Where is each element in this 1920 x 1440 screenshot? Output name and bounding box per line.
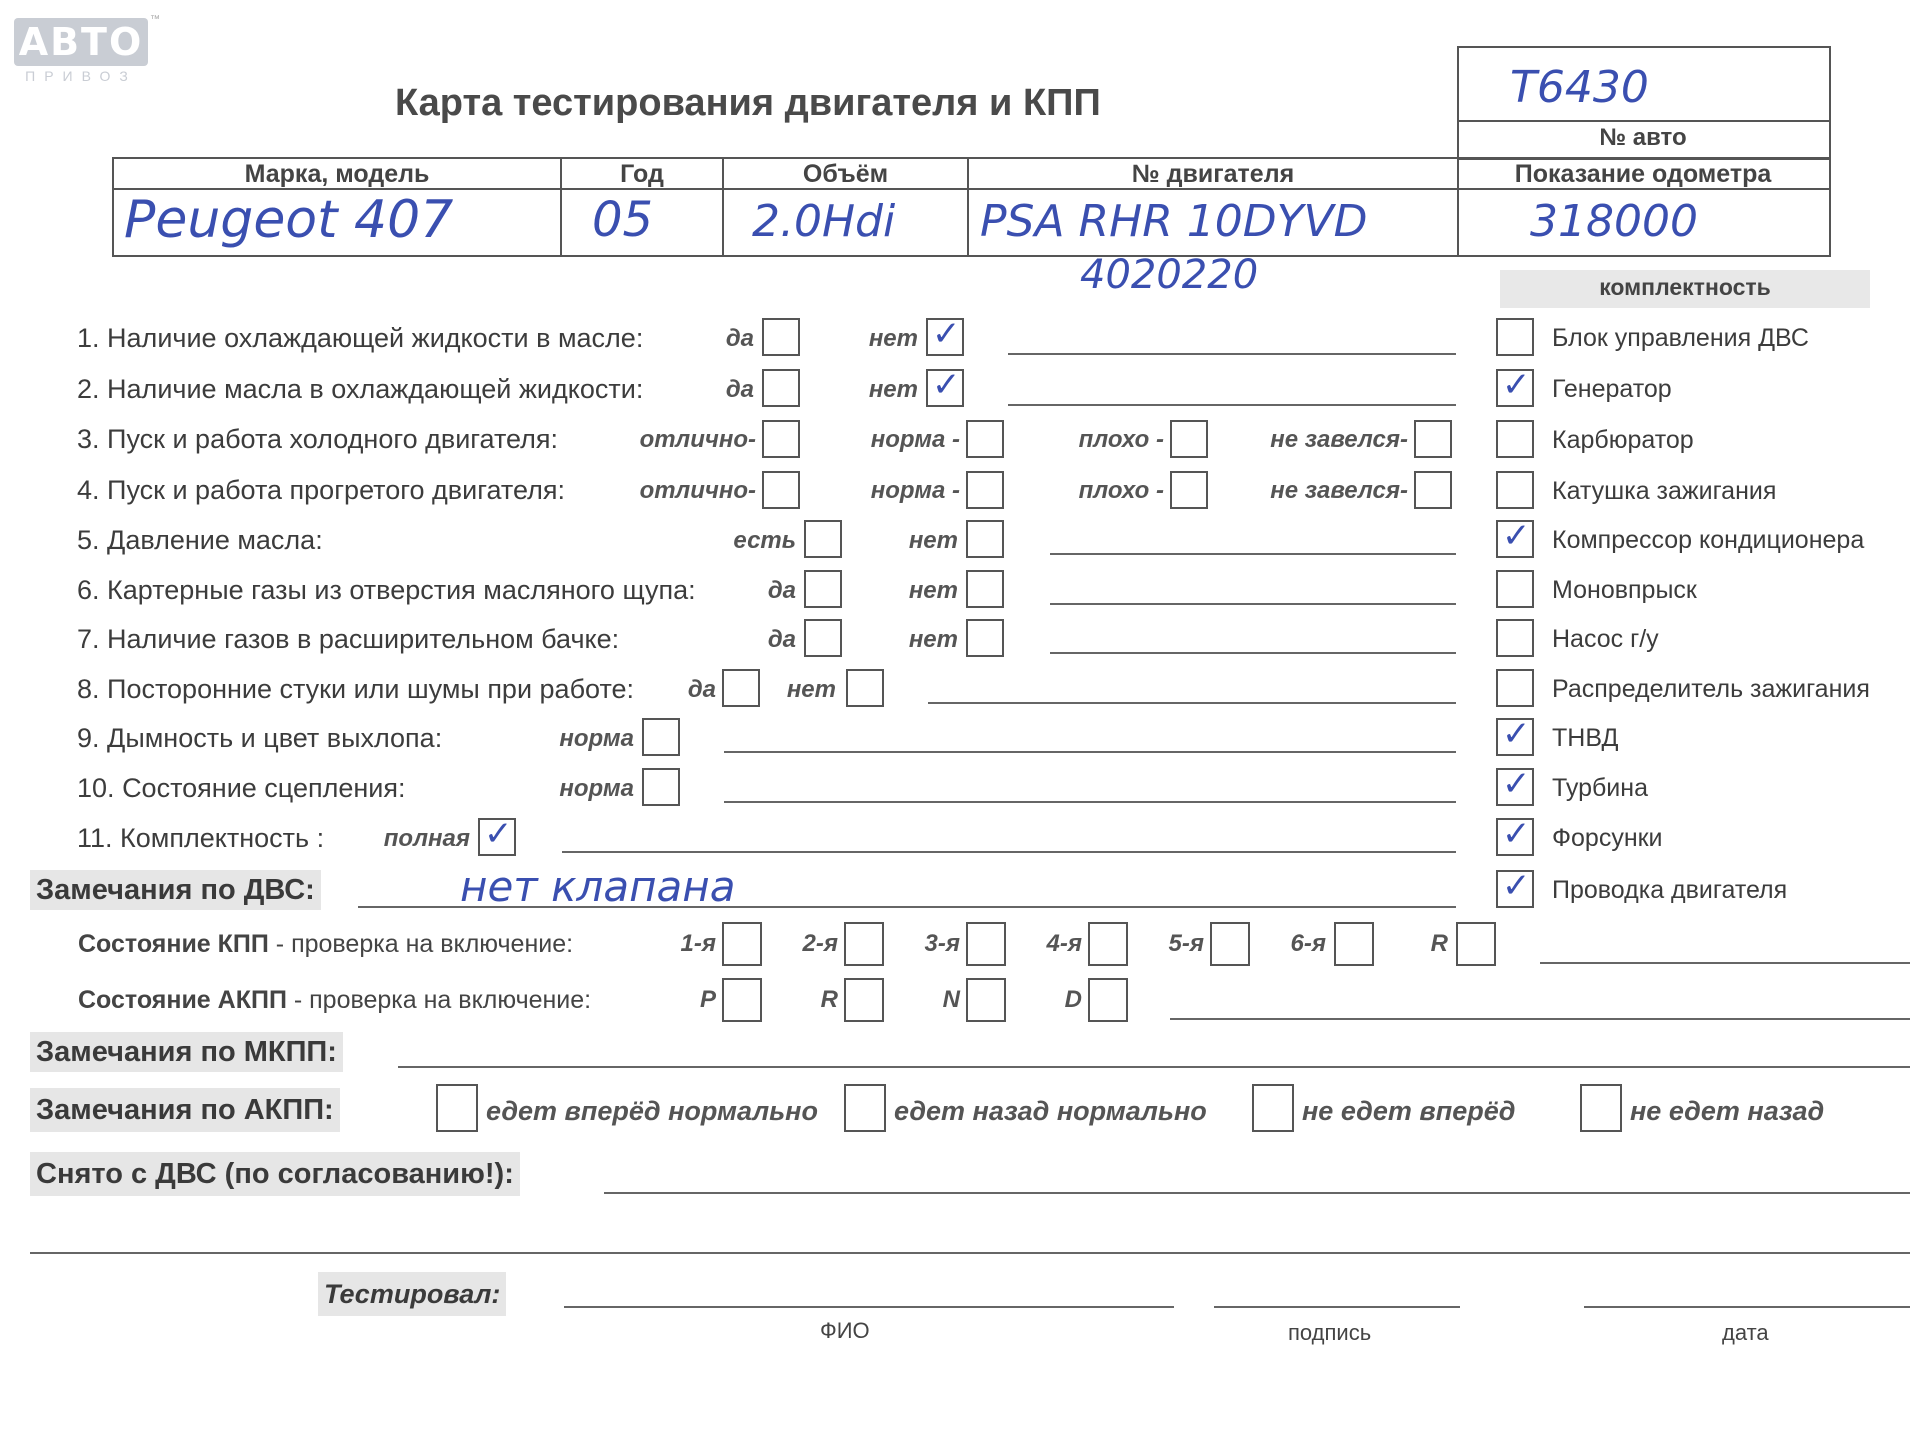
kit-turbine-label: Турбина (1552, 774, 1648, 802)
q6-no-checkbox[interactable] (966, 570, 1004, 608)
gear-auto-r-label: R (820, 986, 838, 1013)
q4-normal-checkbox[interactable] (966, 471, 1004, 509)
gear-2-label: 2-я (802, 930, 838, 957)
kit-fuel-pump-checkbox[interactable]: ✓ (1496, 718, 1534, 756)
gear-6-checkbox[interactable] (1334, 922, 1374, 966)
q4-not-started-label: не завелся- (1270, 477, 1408, 504)
q5-no-checkbox[interactable] (966, 520, 1004, 558)
col-engine-no: № двигателя (1131, 160, 1295, 188)
kit-monoinjection-label: Моновпрыск (1552, 576, 1697, 604)
question-6: 6. Картерные газы из отверстия масляного щупа: (77, 575, 696, 605)
engine-no-value: PSA RHR 10DYVD (980, 196, 1368, 247)
auto-no-forward-label: не едет вперёд (1302, 1096, 1516, 1126)
gear-auto-r-checkbox[interactable] (844, 978, 884, 1022)
kit-injectors-label: Форсунки (1552, 824, 1663, 852)
gear-6-label: 6-я (1290, 930, 1326, 957)
gear-4-label: 4-я (1046, 930, 1082, 957)
kit-ac-compressor-checkbox[interactable]: ✓ (1496, 520, 1534, 558)
kit-carburetor-checkbox[interactable] (1496, 420, 1534, 458)
col-brand-model: Марка, модель (244, 160, 430, 188)
q3-not-started-checkbox[interactable] (1414, 420, 1452, 458)
remarks-auto-label: Замечания по АКПП: (30, 1088, 340, 1132)
odometer-value: 318000 (1530, 196, 1698, 247)
auto-reverse-ok-checkbox[interactable] (844, 1084, 886, 1132)
kit-wiring-label: Проводка двигателя (1552, 876, 1788, 904)
auto-reverse-ok-label: едет назад нормально (894, 1096, 1207, 1126)
gear-r-checkbox[interactable] (1456, 922, 1496, 966)
q11-full-label: полная (383, 825, 470, 852)
q7-no-label: нет (908, 626, 958, 653)
q7-no-checkbox[interactable] (966, 619, 1004, 657)
q8-no-checkbox[interactable] (846, 669, 884, 707)
page-title: Карта тестирования двигателя и КПП (395, 82, 1101, 124)
q11-full-checkbox[interactable]: ✓ (478, 818, 516, 856)
q1-no-checkbox[interactable]: ✓ (926, 318, 964, 356)
q3-normal-checkbox[interactable] (966, 420, 1004, 458)
question-1: 1. Наличие охлаждающей жидкости в масле: (77, 323, 644, 353)
q6-yes-label: да (767, 577, 796, 604)
kit-wiring-checkbox[interactable]: ✓ (1496, 870, 1534, 908)
gear-n-checkbox[interactable] (966, 978, 1006, 1022)
q9-normal-label: норма (559, 725, 634, 752)
q8-no-label: нет (786, 676, 836, 703)
gear-p-label: P (699, 986, 716, 1013)
kit-monoinjection-checkbox[interactable] (1496, 570, 1534, 608)
car-number-value: T6430 (1510, 62, 1649, 113)
kit-ac-compressor-label: Компрессор кондиционера (1552, 526, 1865, 554)
gear-d-checkbox[interactable] (1088, 978, 1128, 1022)
q3-excellent-label: отлично- (639, 426, 756, 453)
brand-model-value: Peugeot 407 (124, 190, 454, 250)
question-2: 2. Наличие масла в охлаждающей жидкости: (77, 374, 644, 404)
q8-yes-checkbox[interactable] (722, 669, 760, 707)
kit-ignition-coil-checkbox[interactable] (1496, 471, 1534, 509)
q3-bad-checkbox[interactable] (1170, 420, 1208, 458)
gear-4-checkbox[interactable] (1088, 922, 1128, 966)
q2-yes-checkbox[interactable] (762, 369, 800, 407)
car-number-label: № авто (1599, 124, 1687, 151)
auto-no-forward-checkbox[interactable] (1252, 1084, 1294, 1132)
removed-label: Снято с ДВС (по согласованию!): (30, 1152, 520, 1196)
kit-distributor-label: Распределитель зажигания (1552, 675, 1870, 703)
logo-subtitle: ПРИВОЗ (25, 68, 137, 84)
col-odometer: Показание одометра (1514, 160, 1772, 188)
col-volume: Объём (802, 160, 889, 188)
gear-1-checkbox[interactable] (722, 922, 762, 966)
q2-no-label: нет (868, 376, 918, 403)
caption-name: ФИО (820, 1318, 870, 1343)
remarks-engine-value: нет клапана (460, 862, 736, 911)
kit-generator-label: Генератор (1552, 375, 1672, 403)
gear-2-checkbox[interactable] (844, 922, 884, 966)
col-year: Год (620, 160, 664, 188)
kit-ecu-checkbox[interactable] (1496, 318, 1534, 356)
auto-no-reverse-label: не едет назад (1630, 1096, 1825, 1126)
q7-yes-label: да (767, 626, 796, 653)
question-3: 3. Пуск и работа холодного двигателя: (77, 424, 559, 454)
kit-power-steering-pump-checkbox[interactable] (1496, 619, 1534, 657)
q4-bad-checkbox[interactable] (1170, 471, 1208, 509)
kit-ignition-coil-label: Катушка зажигания (1552, 477, 1777, 505)
engine-no-extra: 4020220 (1080, 252, 1259, 298)
kit-distributor-checkbox[interactable] (1496, 669, 1534, 707)
question-4: 4. Пуск и работа прогретого двигателя: (77, 475, 565, 505)
gear-1-label: 1-я (680, 930, 716, 957)
q1-yes-checkbox[interactable] (762, 318, 800, 356)
gear-r-label: R (1430, 930, 1448, 957)
question-9: 9. Дымность и цвет выхлопа: (77, 723, 443, 753)
q4-excellent-checkbox[interactable] (762, 471, 800, 509)
question-5: 5. Давление масла: (77, 525, 323, 555)
q3-normal-label: норма - (870, 426, 960, 453)
gear-5-label: 5-я (1168, 930, 1204, 957)
tested-label: Тестировал: (318, 1272, 506, 1316)
question-8: 8. Посторонние стуки или шумы при работе: (77, 674, 635, 704)
year-value: 05 (592, 192, 654, 248)
q10-normal-label: норма (559, 775, 634, 802)
q5-present-label: есть (733, 527, 796, 554)
q3-excellent-checkbox[interactable] (762, 420, 800, 458)
question-10: 10. Состояние сцепления: (77, 773, 406, 803)
gear-n-label: N (942, 986, 960, 1013)
gear-p-checkbox[interactable] (722, 978, 762, 1022)
q2-yes-label: да (725, 376, 754, 403)
auto-no-reverse-checkbox[interactable] (1580, 1084, 1622, 1132)
q3-bad-label: плохо - (1078, 426, 1164, 453)
q4-excellent-label: отлично- (639, 477, 756, 504)
logo: АВТО (14, 18, 148, 66)
kit-fuel-pump-label: ТНВД (1552, 724, 1619, 752)
manual-gearbox-label: Состояние КПП - проверка на включение: (78, 930, 574, 958)
kit-injectors-checkbox[interactable]: ✓ (1496, 818, 1534, 856)
gear-3-checkbox[interactable] (966, 922, 1006, 966)
q4-not-started-checkbox[interactable] (1414, 471, 1452, 509)
auto-forward-ok-label: едет вперёд нормально (486, 1096, 818, 1126)
kit-turbine-checkbox[interactable]: ✓ (1496, 768, 1534, 806)
gear-5-checkbox[interactable] (1210, 922, 1250, 966)
q1-yes-label: да (725, 325, 754, 352)
caption-date: дата (1722, 1320, 1769, 1345)
caption-signature: подпись (1288, 1320, 1372, 1345)
remarks-manual-label: Замечания по МКПП: (30, 1032, 343, 1072)
q5-no-label: нет (908, 527, 958, 554)
q8-yes-label: да (687, 676, 716, 703)
q5-present-checkbox[interactable] (804, 520, 842, 558)
auto-forward-ok-checkbox[interactable] (436, 1084, 478, 1132)
q6-no-label: нет (908, 577, 958, 604)
gear-3-label: 3-я (924, 930, 960, 957)
gear-d-label: D (1064, 986, 1082, 1013)
q3-not-started-label: не завелся- (1270, 426, 1408, 453)
kit-carburetor-label: Карбюратор (1552, 426, 1694, 454)
q4-normal-label: норма - (870, 477, 960, 504)
kit-power-steering-pump-label: Насос г/у (1552, 625, 1659, 653)
volume-value: 2.0Hdi (752, 196, 896, 247)
q6-yes-checkbox[interactable] (804, 570, 842, 608)
kit-generator-checkbox[interactable]: ✓ (1496, 369, 1534, 407)
question-7: 7. Наличие газов в расширительном бачке: (77, 624, 620, 654)
q2-no-checkbox[interactable]: ✓ (926, 369, 964, 407)
question-11: 11. Комплектность : (77, 823, 325, 853)
kit-title: комплектность (1599, 274, 1771, 300)
q4-bad-label: плохо - (1078, 477, 1164, 504)
logo-trademark: ™ (150, 14, 160, 25)
q10-normal-checkbox[interactable] (642, 768, 680, 806)
remarks-engine-label: Замечания по ДВС: (30, 870, 321, 910)
kit-ecu-label: Блок управления ДВС (1552, 324, 1809, 352)
q9-normal-checkbox[interactable] (642, 718, 680, 756)
q1-no-label: нет (868, 325, 918, 352)
q7-yes-checkbox[interactable] (804, 619, 842, 657)
auto-gearbox-label: Состояние АКПП - проверка на включение: (78, 986, 592, 1014)
